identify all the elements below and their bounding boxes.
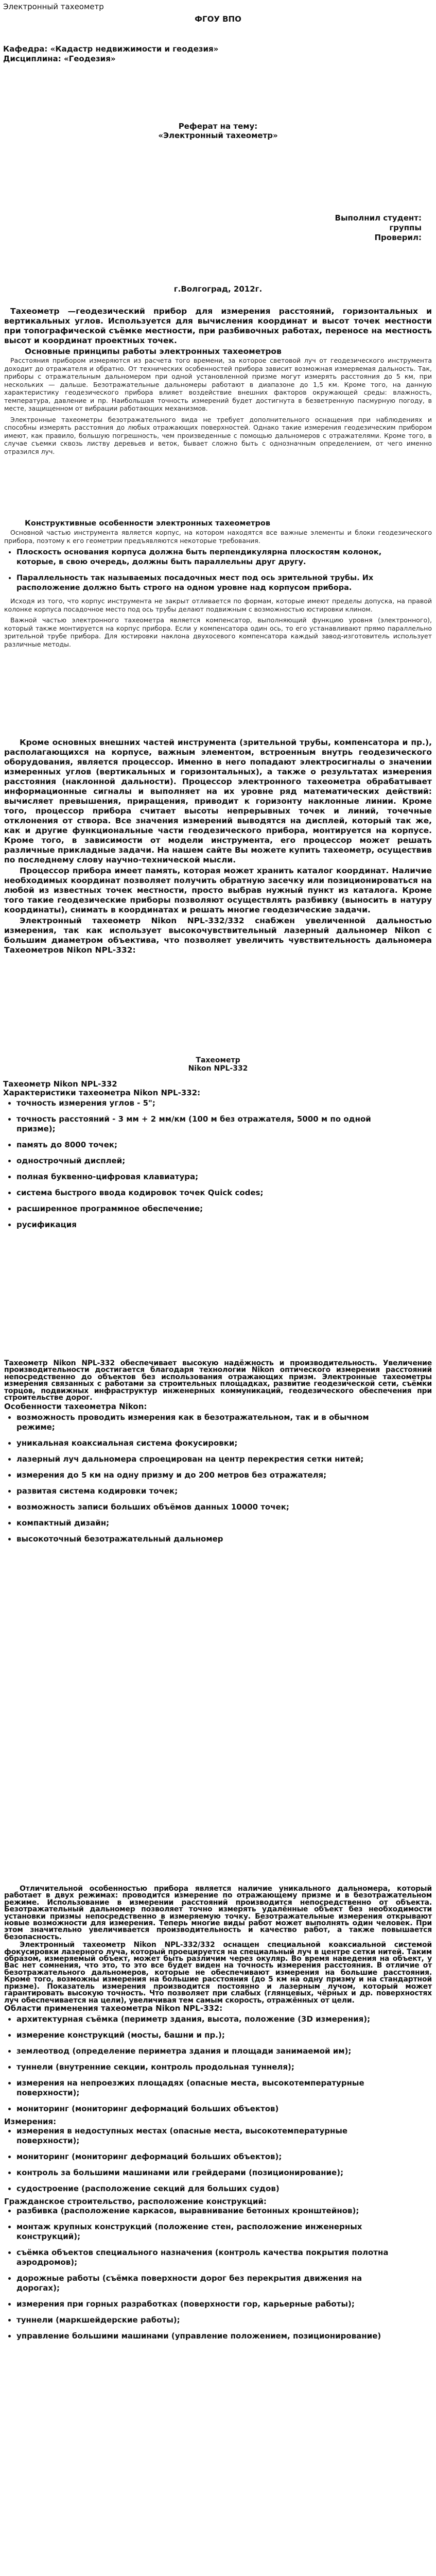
intro-paragraph: Тахеометр —геодезический прибор для измерения расстояний, горизонтальных и вертикальных углов. Используется для вычисления координат и высот точек местности при топографической съёмке местности, при разбивочных работах, переносе на местность высот и координат проектных точек. — [4, 307, 432, 345]
applications-title: Области применения тахеометра Nikon NPL-332: — [4, 2003, 223, 2013]
intro-section — [0, 307, 436, 455]
list-item: • измерение конструкций (мосты, башни и пр.); — [16, 2030, 436, 2040]
checked-by-line: Проверил: — [374, 233, 422, 242]
model-section — [0, 1056, 436, 1230]
principles-paragraph-1: Расстояния прибором измеряются из расчета того времени, за которое световой луч от геодезического инструмента доходит до отражателя и обратно. От технических особенностей прибора зависит возможная измеряемая дальность. Так, приборы с отражательным дальномером при одной установленной призме могут измерять расстояния до 5 км, при нескольких — дальше. Безотражательные дальномеры работают в диапазоне до 1,5 км. Кроме того, на данную характеристику геодезического прибора влияет воздействие внешних факторов окружающей среды: влажность, температура, давление и пр. Наибольшая точность измерений будет достигнута в безветренную пасмурную погоду, в месте, защищенном от вибрации работающих механизмов. — [4, 357, 432, 412]
essay-line: Реферат на тему: — [178, 122, 258, 131]
list-item: • измерения до 5 км на одну призму и до 200 метров без отражателя; — [16, 1470, 436, 1480]
chair-block — [0, 44, 436, 64]
features-paragraph-3: Электронный тахеометр Nikon NPL-332/332 снабжен увеличенной дальностью измерения, так как использует высокочувствительный лазерный дальномер Nikon с большим диаметром объектива, что позволяет увеличить чувствительность дальномера Тахеометров Nikon NPL-332: — [4, 916, 432, 955]
list-item: • дорожные работы (съёмка поверхности дорог без перекрытия движения на дорогах); — [16, 2274, 436, 2293]
list-item: • точность расстояний - 3 мм + 2 мм/км (100 м без отражателя, 5000 м по одной призме); — [16, 1114, 436, 1134]
list-item: • измерения при горных разработках (поверхности гор, карьерные работы); — [16, 2299, 436, 2309]
list-item: • разбивка (расположение каркасов, выравнивание бетонных кронштейнов); — [16, 2206, 436, 2216]
essay-block — [0, 122, 436, 140]
list-item: • архитектурная съёмка (периметр здания, высота, положение (3D измерения); — [16, 2014, 436, 2024]
list-item: • Плоскость основания корпуса должна быть перпендикулярна плоскостям колонок, которые, в свою очередь, должны быть параллельны друг другу. — [16, 548, 436, 567]
construction-section — [0, 519, 436, 648]
city-year-block — [0, 284, 436, 294]
list-item: • туннели (внутренние секции, контроль продольная туннеля); — [16, 2062, 436, 2072]
construction-paragraph-3: Важной частью электронного тахеометра является компенсатор, выполняющий функцию уровня (электронного), который также монтируется на корпус прибора. Если у компенсатора один ось, то его устанавливают прямо параллельно зрительной трубе прибора. Для юстировки наклона двухосевого компенсатора каждый завод-изготовитель использует различные методы. — [4, 616, 432, 648]
model-heading-2: Nikon NPL-332 — [188, 1064, 248, 1073]
city-year: г.Волгоград, 2012г. — [173, 284, 263, 294]
rangefinder-section — [0, 1886, 436, 2341]
model-specs-title: Характеристики тахеометра Nikon NPL-332: — [3, 1088, 201, 1097]
done-by-line: Выполнил студент: — [335, 213, 422, 223]
topic-line: «Электронный тахеометр» — [158, 131, 278, 140]
measurements-list — [0, 2126, 436, 2194]
model-heading-1: Тахеометр — [196, 1056, 240, 1064]
list-item: • высокоточный безотражательный дальномер — [16, 1534, 436, 1544]
list-item: • возможность записи больших объёмов данных 10000 точек; — [16, 1502, 436, 1512]
features-paragraph-2: Процессор прибора имеет память, которая может хранить каталог координат. Наличие необходимых координат позволяет получить обратную засечку или позиционироваться на любой из известных точек местности, просто выбрав нужный пункт из каталога. Кроме того такие геодезические приборы позволяют осуществлять разбивку (выносить в натуру координаты), снимать в координатах и решать многие геодезические задачи. — [4, 866, 432, 914]
list-item: • судостроение (расположение секций для больших судов) — [16, 2184, 436, 2194]
model-features-title: Особенности тахеометра Nikon: — [4, 1402, 147, 1412]
construction-paragraph-2: Исходя из того, что корпус инструмента не закрыт отливается по формам, которые имеют пределы допуска, на правой колонке корпуса посадочное место под ось трубы делают подвижным с возможностью юстировки клином. — [4, 597, 432, 613]
measurements-title: Измерения: — [4, 2116, 57, 2126]
construction-paragraph-1: Основной частью инструмента является корпус, на котором находятся все важные элементы и блоки геодезического прибора, поэтому к его геометрии предъявляются некоторые требования. — [4, 529, 432, 545]
model-specs-list — [0, 1098, 436, 1230]
construction-heading: Конструктивные особенности электронных тахеометров — [25, 519, 271, 528]
list-item: • монтаж крупных конструкций (положение стен, расположение инженерных конструкций); — [16, 2222, 436, 2242]
principles-paragraph-2: Электронные тахеометры безотражательного вида не требует дополнительного оснащения при наблюдениях и способны измерять расстояния до любых отражающих поверхностей. Однако такие измерения геодезическим прибором имеют, как правило, большую погрешность, чем произведенные с помощью дальномеров с отражателями. Кроме того, в случае съемки сквозь листву деревьев и веток, бывает сложно быть с однозначным определением, от чего именно отразился луч. — [4, 415, 432, 455]
model-description-paragraph: Тахеометр Nikon NPL-332 обеспечивает высокую надёжность и производительность. Увеличение производительности достигается благодаря технологии Nikon оптического измерения расстояний непосредственно до объектов без использования отражающих призм. Электронные тахеометры измерения связанных с работами за строительных площадках, развитие геодезической сети, съёмки торцов, подвижных инфраструктур инженерных коммуникаций, геодезического обеспечения при строительстве дорог. — [4, 1359, 432, 1402]
list-item: • мониторинг (мониторинг деформаций больших объектов); — [16, 2152, 436, 2162]
list-item: • туннели (маркшейдерские работы); — [16, 2315, 436, 2325]
list-item: • Параллельность так называемых посадочных мест под ось зрительной трубы. Их расположение должно быть строго на одном уровне над корпусом прибора. — [16, 573, 436, 593]
list-item: • мониторинг (мониторинг деформаций больших объектов) — [16, 2104, 436, 2114]
list-item: • точность измерения углов - 5"; — [16, 1098, 436, 1108]
list-item: • лазерный луч дальномера спроецирован на центр перекрестия сетки нитей; — [16, 1454, 436, 1464]
list-item: • память до 8000 точек; — [16, 1140, 436, 1150]
model-title: Тахеометр Nikon NPL-332 — [3, 1079, 117, 1089]
org-name: ФГОУ ВПО — [195, 14, 241, 24]
list-item: • землеотвод (определение периметра здания и площади занимаемой им); — [16, 2046, 436, 2056]
features-paragraph-1: Кроме основных внешних частей инструмента (зрительной трубы, компенсатора и пр.), располагающихся на корпусе, важным элементом, встроенным внутрь геодезического оборудования, является процессор. Именно в него попадают электросигналы о значении измеренных углов (вертикальных и горизонтальных), а также о результатах измерения расстояния (наклонной дальности). Процессор электронного тахеометра обрабатывает информационные сигналы и выполняет на их уровне ряд математических действий: вычисляет превышения, приращения, приводит к горизонту наклонные линии. Кроме того, процессор прибора считает высоты непрерывных точек и линий, точечные отклонения от створа. Все значения измерений выводятся на дисплей, который так же, как и другие функциональные части геодезического прибора, монтируется на корпусе. Кроме того, в зависимости от модели инструмента, его процессор может решать различные прикладные задачи. На нашем сайте Вы можете купить тахеометр, осуществив по последнему слову научно-технической мысли. — [4, 738, 432, 865]
rangefinder-paragraph-2: Электронный тахеометр Nikon NPL-332/332 оснащен специальной коаксиальной системой фокусировки лазерного луча, который проецируется на специальный луч в центре сетки нитей. Таким образом, измеряемый объект, может быть различим через окуляр. Во время наведения на объект, у Вас нет сомнения, что это, то это все будет виден на точность измерения расстояния. В отличие от безотражательного дальномеров, которые не обеспечивают измерения на большие расстояния. Кроме того, возможны измерения на большие расстояния (до 5 км на одну призму и на стандартной призме). Показатель измерения производится постоянно и лазерным лучом, который может гарантировать высокую точность. Что позволяет при слабых (глянцевых, чёрных и др. поверхностях луч обеспечивается на цели), увеличивая тем самым скорость, отражённых от цели. — [4, 1941, 432, 2005]
page-header-title: Электронный тахеометр — [3, 2, 104, 11]
principles-heading: Основные принципы работы электронных тахеометров — [25, 347, 282, 356]
features-section — [0, 738, 436, 955]
list-item: • контроль за большими машинами или грейдерами (позиционирование); — [16, 2168, 436, 2178]
list-item: • полная буквенно-цифровая клавиатура; — [16, 1172, 436, 1182]
list-item: • развитая система кодировки точек; — [16, 1486, 436, 1496]
applications-list — [0, 2014, 436, 2114]
list-item: • компактный дизайн; — [16, 1518, 436, 1528]
list-item: • возможность проводить измерения как в безотражательном, так и в обычном режиме; — [16, 1413, 436, 1432]
list-item: • однострочный дисплей; — [16, 1156, 436, 1166]
civil-engineering-title: Гражданское строительство, расположение конструкций: — [4, 2196, 267, 2206]
civil-engineering-list — [0, 2206, 436, 2341]
model-features-list — [0, 1413, 436, 1544]
construction-requirements-list — [0, 548, 436, 593]
list-item: • система быстрого ввода кодировок точек Quick codes; — [16, 1188, 436, 1198]
list-item: • управление большими машинами (управление положением, позиционирование) — [16, 2331, 436, 2341]
signature-block — [0, 213, 436, 243]
list-item: • измерения на непроезжих площадях (опасные места, высокотемпературные поверхности); — [16, 2078, 436, 2098]
discipline-line: Дисциплина: «Геодезия» — [3, 54, 116, 63]
list-item: • съёмка объектов специального назначения (контроль качества покрытия полотна аэродромов); — [16, 2248, 436, 2267]
list-item: • уникальная коаксиальная система фокусировки; — [16, 1438, 436, 1448]
list-item: • измерения в недоступных местах (опасные места, высокотемпературные поверхности); — [16, 2126, 436, 2146]
model-description-section — [0, 1360, 436, 1544]
rangefinder-paragraph-1: Отличительной особенностью прибора является наличие уникального дальномера, который работает в двух режимах: проводится измерение по отражающему призме и в безотражательном режиме. Использование в измерении расстояний производится непосредственно от объекта. Безотражательный дальномер позволяет точно измерять удалённые объект без необходимости установки призмы непосредственно в измеряемую точку. Безотражательные измерения открывают новые возможности для измерения. Теперь многие виды работ может выполнять один человек. При этом значительно увеличивается производительность и качество работ, а также повышается безопасность. — [4, 1885, 432, 1941]
group-line: группы — [389, 223, 422, 232]
chair-line: Кафедра: «Кадастр недвижимости и геодезия» — [3, 44, 219, 54]
list-item: • русификация — [16, 1220, 436, 1230]
list-item: • расширенное программное обеспечение; — [16, 1204, 436, 1214]
title-org — [0, 14, 436, 24]
